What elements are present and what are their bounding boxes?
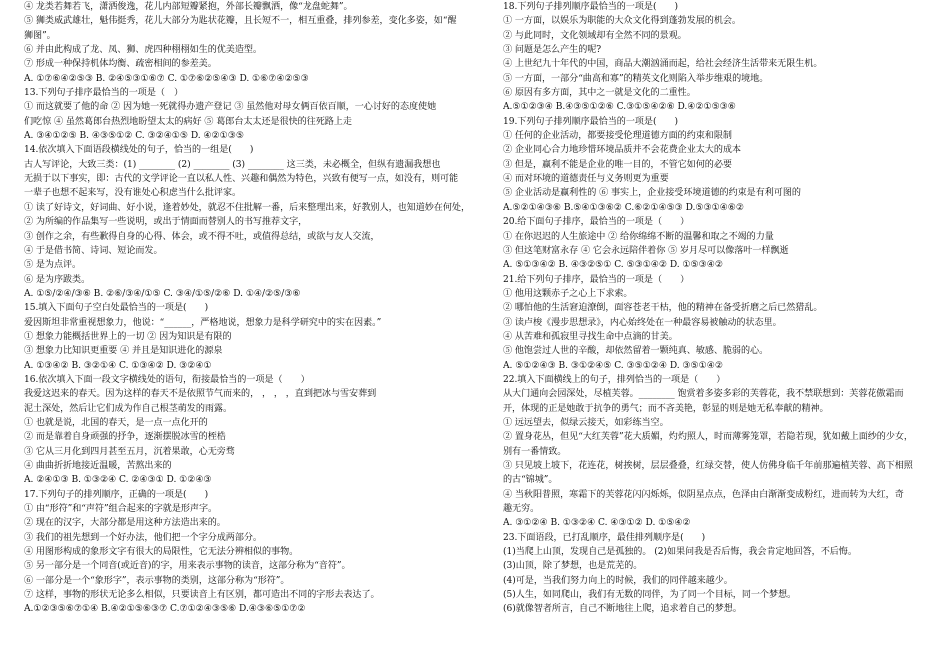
right-column-line: A.⑤①②③④ B.④③⑤①②⑥ C.③①⑤④②⑥ D.④②①⑤③⑥ bbox=[503, 102, 736, 113]
left-column-line: ⑤ 另一部分是一个同音(或近音)的字，用来表示事物的读音，这部分称为“音符”。 bbox=[24, 561, 351, 572]
right-column-line: ④ 当秋阳普照，寒霜下的芙蓉花闪闪烁烁，似阴星点点，色泽由白渐渐变成粉红，进而转为大红，奇 bbox=[503, 489, 904, 500]
left-column-line: 无损于以下事实，即：古代的文学评论一直以私人性、兴趣和偶然为特色，兴致有便写一点，如没有，则可能 bbox=[24, 174, 459, 185]
left-column-line: ⑥ 是为序跋类。 bbox=[24, 274, 91, 285]
left-column-line: 泥土深处，然后让它们成为作自己根茎萌发的雨露。 bbox=[24, 403, 233, 414]
left-column bbox=[24, 0, 476, 617]
left-column-line: 13.下列句子排序最恰当的一项是（ ） bbox=[24, 88, 184, 99]
left-column-line: ② 而是靠着自身顽强的抒争，逐渐摆脱冰雪的桎梏 bbox=[24, 432, 226, 443]
left-column-line: A. ②④①③ B. ①③②④ C. ②④③① D. ①②④③ bbox=[24, 475, 212, 486]
left-column-line: 古人写评论，大致三类：(1) ________ (2) ________ (3) ________ 这三类，未必概全，但纵有遗漏我想也 bbox=[24, 159, 441, 170]
left-column-line: ⑥ 一部分是一个“象形字”，表示事物的类别，这部分称为“形符”。 bbox=[24, 575, 290, 586]
left-column-line: ① 由“形符”和“声符”组合起来的字就是形声字。 bbox=[24, 504, 218, 515]
left-column-line: ⑤ 狮类威武雄壮，魁伟挺秀，花儿大部分为匙状花瓣，且长短不一，相互重叠，排列参差，变化多姿，如“醒 bbox=[24, 16, 457, 27]
right-column-line: 的古“锦城”。 bbox=[503, 475, 558, 486]
left-column-line: A.①②③⑤⑥⑦①④ B.④②①⑤⑥③⑦ C.⑦①②④③⑤⑥ D.④③⑥⑤①⑦② bbox=[24, 604, 306, 615]
left-column-line: ① 想象力能概括世界上的一切 ② 因为知识是有限的 bbox=[24, 331, 232, 342]
right-column-line: ② 置身花丛，但见“大红芙蓉”花大质媚，灼灼照人，时而薄雾笼罩，若隐若现，犹如戴上面纱的少女， bbox=[503, 432, 913, 443]
right-column-line: (6)就像智者所言，自己不断地往上爬，追求着自己的梦想。 bbox=[503, 604, 742, 615]
left-column-line: ② 为所编的作品集写一些说明，或出于情面而替别人的书写推荐文字， bbox=[24, 217, 308, 228]
right-column-line: 从大门通向会园深处，尽植芙蓉。________ 饱赏着多姿多彩的芙蓉花，我不禁联想到：芙蓉花傲霜而 bbox=[503, 389, 904, 400]
left-column-line: A. ①⑦⑥④②⑤③ B. ②④⑤③①⑥⑦ C. ①⑦⑥②⑤④③ D. ①⑥⑦④②⑤③ bbox=[24, 73, 309, 84]
left-column-line: 爱因斯坦非常重视想象力，他说：“______，严格地说，想象力是科学研究中的实在因素。” bbox=[24, 317, 382, 328]
right-column-line: ⑤ 企业活动是赢利性的 ⑥ 事实上，企业接受环境道德的约束是有利可图的 bbox=[503, 188, 801, 199]
left-column-line: ④ 用图形构成的象形文字有很大的局限性，它无法分辨相似的事物。 bbox=[24, 547, 299, 558]
left-column-line: ① 而这就要了他的命 ② 因为她一死就得办遗产登记 ③ 虽然他对母女俩百依百顺，一心讨好的态度使她 bbox=[24, 102, 437, 113]
left-column-line: 们吃惊 ④ 虽然葛郎台热烈地盼望太太的病好 ⑤ 葛郎台太太还是很快的往死路上走 bbox=[24, 116, 352, 127]
left-column-line: ③ 我们的祖先想到一个好办法，他们把一个字分成两部分。 bbox=[24, 532, 262, 543]
left-column-line: ⑤ 是为点评。 bbox=[24, 260, 82, 271]
right-column-line: ④ 而对环境的道德责任与义务则更为重要 bbox=[503, 174, 669, 185]
right-column-line: ① 任何的企业活动，都要接受伦理道德方面的约束和限制 bbox=[503, 131, 732, 142]
left-column-line: ⑦ 这样，事物的形状无论多么相似，只要读音上有区别，都可造出不同的字形去表达了。 bbox=[24, 590, 380, 601]
right-column-line: ⑤ 一方面，一部分“曲高和寡”的精英文化则陷入举步维艰的境地。 bbox=[503, 73, 769, 84]
left-column-line: 一辈子也想不起来写，没有谁处心积虑当什么批评家。 bbox=[24, 188, 242, 199]
right-column-line: A. ⑤①③④② B. ④③②⑤① C. ⑤③①④② D. ①⑤③④② bbox=[503, 260, 723, 271]
right-column-line: 别有一番情致。 bbox=[503, 446, 567, 457]
right-column-line: (3)山顶，除了梦想，也是荒芜的。 bbox=[503, 561, 643, 572]
right-column-line: ③ 只见坡上坡下，花连花，树挨树，层层叠叠，红绿交替，使人仿佛身临千年前那遍植芙蓉、高下相照 bbox=[503, 461, 913, 471]
right-column-line: (1)当爬上山顶，发现自己是孤独的。 (2)如果问我是否后悔，我会肯定地回答，不后悔。 bbox=[503, 547, 857, 558]
left-column-line: ③ 创作之余，有些歉得自身的心得、体会，或不得不吐，或值得总结，或欲与友人交流， bbox=[24, 231, 380, 242]
left-column-line: ① 也就是说，北国的春天，是一点一点化开的 bbox=[24, 417, 208, 428]
right-column-line: 22.填入下面横线上的句子，排列恰当的一项是（ ） bbox=[503, 374, 726, 385]
right-column-line: A.⑤②①④③⑥ B.⑤④①③⑥② C.⑥②①④⑤③ D.⑤③①④⑥② bbox=[503, 202, 744, 213]
left-column-line: ⑥ 并由此构成了龙、凤、狮、虎四种栩栩如生的优美造型。 bbox=[24, 45, 262, 56]
right-column-line: ④ 上世纪九十年代的中国，商品大潮汹涌而起，给社会经济生活带来无限生机。 bbox=[503, 59, 823, 70]
right-column-line: 20.给下面句子排序，最恰当的一项是（ ） bbox=[503, 217, 690, 228]
left-column-line: A. ①⑤/②④/③⑥ B. ②⑥/③④/①⑤ C. ③④/①⑤/②⑥ D. ①④/②⑤/③⑥ bbox=[24, 288, 301, 299]
right-column bbox=[503, 0, 939, 617]
right-column-line: ③ 但是，赢利不能是企业的唯一目的，不管它如何的必要 bbox=[503, 159, 732, 170]
right-column-line: 趣无穷。 bbox=[503, 504, 540, 515]
right-column-line: ② 哪怕他的生活窘迫潦倒，面容苍老干枯，他的精神在备受折磨之后已然猎乱。 bbox=[503, 303, 823, 314]
right-column-line: ⑤ 他饱尝过人世的辛酸，却依然留着一颗纯真、敏感、脆弱的心。 bbox=[503, 346, 769, 357]
right-column-line: 21.给下列句子排序，最恰当的一项是（ ） bbox=[503, 274, 690, 285]
right-column-line: ① 一方面，以娱乐为职能的大众文化得到蓬勃发展的机会。 bbox=[503, 16, 741, 27]
left-column-line: ② 现在的汉字，大部分都是用这种方法造出来的。 bbox=[24, 518, 226, 529]
left-column-line: 17.下列句子的排列顺序，正确的一项是( ) bbox=[24, 489, 209, 500]
right-column-line: ② 企业同心合力地珍惜环境品质并不会花费企业太大的成本 bbox=[503, 145, 741, 156]
right-column-line: A. ⑤①②④③ B. ③①②④⑤ C. ③⑤①②④ D. ③⑤①④② bbox=[503, 360, 723, 371]
left-column-line: 狮图”。 bbox=[24, 30, 56, 41]
right-column-line: 开，体现的正是她敢于抗争的勇气；而不吝美艳，彰显的则是她无私奉献的精神。 bbox=[503, 403, 829, 414]
left-column-line: ① 读了好诗文，好词曲、好小说，逢着妙处，就忍不住批解一番，后来整理出来，好教别人，也知道妙在何处， bbox=[24, 202, 470, 213]
right-column-line: ① 远远望去，似绿云接天，如彩练当空。 bbox=[503, 417, 669, 428]
left-column-line: 16.依次填入下面一段文字横线处的语句，衔接最恰当的一项是（ ） bbox=[24, 374, 310, 385]
right-column-line: ① 他用这颗赤子之心上下求索。 bbox=[503, 288, 633, 299]
right-column-line: 23.下面语段，已打乱顺序，最佳排列顺序是( ) bbox=[503, 532, 706, 543]
right-column-line: ⑥ 原因有多方面，其中之一就是文化的二重性。 bbox=[503, 88, 696, 99]
right-column-line: A. ③①②④ B. ①③②④ C. ④③①② D. ①⑤④② bbox=[503, 518, 691, 529]
left-column-line: ④ 龙类若舞若飞，潇洒俊逸，花儿内部短瓣紧抱，外部长瓣飘洒，像“龙盘蛇舞”。 bbox=[24, 2, 353, 12]
left-column-line: ③ 想象力比知识更重要 ④ 并且是知识进化的源泉 bbox=[24, 346, 223, 357]
right-column-line: ③ 问题是怎么产生的呢? bbox=[503, 45, 602, 56]
left-column-line: 15.填入下面句子空白处最恰当的一项是( ) bbox=[24, 303, 209, 314]
left-column-line: ⑦ 形成一种保持机体均衡、疏密相间的参差美。 bbox=[24, 59, 217, 70]
right-column-line: ③ 读卢梭《漫步思想录》，内心始终处在一种最容易被触动的状态里。 bbox=[503, 317, 782, 328]
right-column-line: (5)人生，如同爬山，我们有无数的同伴，为了同一个目标，同一个梦想。 bbox=[503, 590, 797, 601]
left-column-line: 我爱这迟来的春天。因为这样的春天不是依照节气而来的， ， ， ，直到把冰与雪安葬到 bbox=[24, 389, 377, 400]
left-column-line: A. ①③④② B. ③②①④ C. ①③④② D. ③②④① bbox=[24, 360, 212, 371]
left-column-line: ③ 它从三月化到四月甚至五月，沉着果敢，心无旁骛 bbox=[24, 446, 235, 457]
right-column-line: (4)可是，当我们努力向上的时候，我们的同伴越来越少。 bbox=[503, 575, 733, 586]
right-column-line: ① 在你迟迟的人生旅途中 ② 给你绵绵不断的温馨和取之不竭的力量 bbox=[503, 231, 774, 242]
left-column-line: 14.依次填入下面语段横线处的句子，恰当的一组是( ) bbox=[24, 145, 254, 156]
left-column-line: ④ 于是借书简、诗词、短论而发。 bbox=[24, 245, 163, 256]
right-column-line: ③ 但这笔财富永存 ④ 它会永远陪伴着你 ⑤ 岁月尽可以像落叶一样飘逝 bbox=[503, 245, 789, 256]
left-column-line: ④ 曲曲折折地接近温暖，苦熬出来的 bbox=[24, 461, 172, 471]
right-column-line: ② 与此同时，文化领域却有全然不同的景观。 bbox=[503, 30, 687, 41]
left-column-line: A. ③④①②⑤ B. ④③⑤①② C. ③②④①⑤ D. ④②①③⑤ bbox=[24, 131, 244, 142]
right-column-line: ④ 从苦难和孤寂里寻找生命中点滴的甘美。 bbox=[503, 331, 678, 342]
right-column-line: 18.下列句子排列顺序最恰当的一项是( ) bbox=[503, 2, 679, 12]
right-column-line: 19.下列句子排列顺序最恰当的一项是( ) bbox=[503, 116, 679, 127]
